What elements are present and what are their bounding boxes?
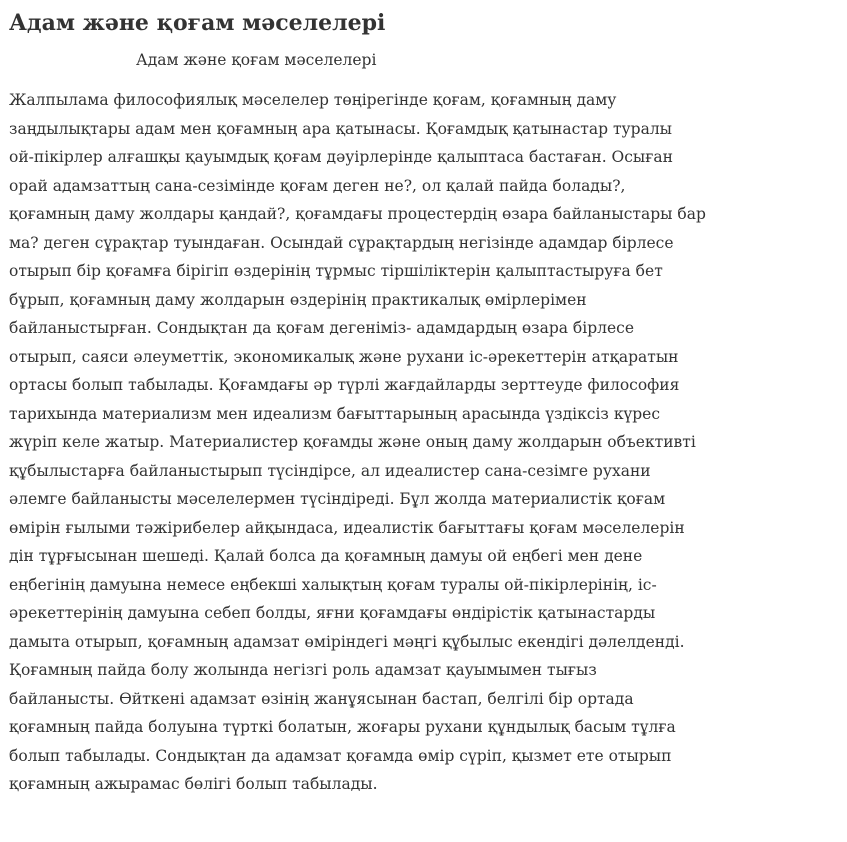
paragraph-line: қоғамның пайда болуына түрткі болатын, жоғары рухани құндылық басым тұлға [9, 718, 676, 736]
page-subtitle: Адам және қоғам мәселелері [136, 51, 377, 69]
paragraph-line: болып табылады. Сондықтан да адамзат қоғамда өмір сүріп, қызмет ете отырып [9, 746, 672, 765]
paragraph-line: қоғамның даму жолдары қандай?, қоғамдағы процестердің өзара байланыстары бар [9, 205, 706, 223]
paragraph-line: еңбегінің дамуына немесе еңбекші халықтың қоғам туралы ой-пікірлерінің, іс- [9, 575, 657, 594]
paragraph-line: ортасы болып табылады. Қоғамдағы әр түрлі жағдайларды зерттеуде философия [9, 376, 680, 394]
body-paragraph [9, 86, 845, 799]
paragraph-line: жүріп келе жатыр. Материалистер қоғамды және оның даму жолдарын объективті [9, 433, 696, 451]
paragraph-line: Жалпылама философиялық мәселелер төңірегінде қоғам, қоғамның даму [9, 91, 617, 109]
paragraph-line: орай адамзаттың сана-сезімінде қоғам деген не?, ол қалай пайда болады?, [9, 176, 626, 195]
paragraph-line: байланыстырған. Сондықтан да қоғам дегеніміз- адамдардың өзара бірлесе [9, 319, 635, 337]
paragraph-line: отырып, саяси әлеуметтік, экономикалық және рухани іс-әрекеттерін атқаратын [9, 347, 679, 366]
paragraph-line: қоғамның ажырамас бөлігі болып табылады. [9, 775, 378, 793]
paragraph-line: Қоғамның пайда болу жолында негізгі роль адамзат қауымымен тығыз [9, 661, 597, 679]
paragraph-line: әрекеттерінің дамуына себеп болды, яғни қоғамдағы өндірістік қатынастарды [9, 604, 656, 622]
paragraph-line: байланысты. Өйткені адамзат өзінің жанұясынан бастап, белгілі бір ортада [9, 689, 634, 708]
paragraph-line: дамыта отырып, қоғамның адамзат өміріндегі мәңгі құбылыс екендігі дәлелденді. [9, 632, 685, 651]
paragraph-line: бұрып, қоғамның даму жолдарын өздерінің практикалық өмірлерімен [9, 290, 587, 309]
paragraph-line: заңдылықтары адам мен қоғамның ара қатынасы. Қоғамдық қатынастар туралы [9, 119, 673, 138]
paragraph-line: тарихында материализм мен идеализм бағыттарының арасында үздіксіз күрес [9, 404, 661, 423]
paragraph-line: құбылыстарға байланыстырып түсіндірсе, ал идеалистер сана-сезімге рухани [9, 461, 651, 480]
paragraph-line: ма? деген сұрақтар туындаған. Осындай сұрақтардың негізінде адамдар бірлесе [9, 233, 674, 252]
paragraph-line: отырып бір қоғамға бірігіп өздерінің тұрмыс тіршіліктерін қалыптастыруға бет [9, 262, 663, 280]
paragraph-line: ой-пікірлер алғашқы қауымдық қоғам дәуірлерінде қалыптаса бастаған. Осыған [9, 148, 673, 166]
paragraph-line: әлемге байланысты мәселелермен түсіндіреді. Бұл жолда материалистік қоғам [9, 490, 666, 508]
paragraph-line: өмірін ғылыми тәжірибелер айқындаса, идеалистік бағыттағы қоғам мәселелерін [9, 518, 685, 537]
page-title: Адам және қоғам мәселелері [9, 10, 386, 36]
paragraph-line: дін тұрғысынан шешеді. Қалай болса да қоғамның дамуы ой еңбегі мен дене [9, 547, 643, 565]
